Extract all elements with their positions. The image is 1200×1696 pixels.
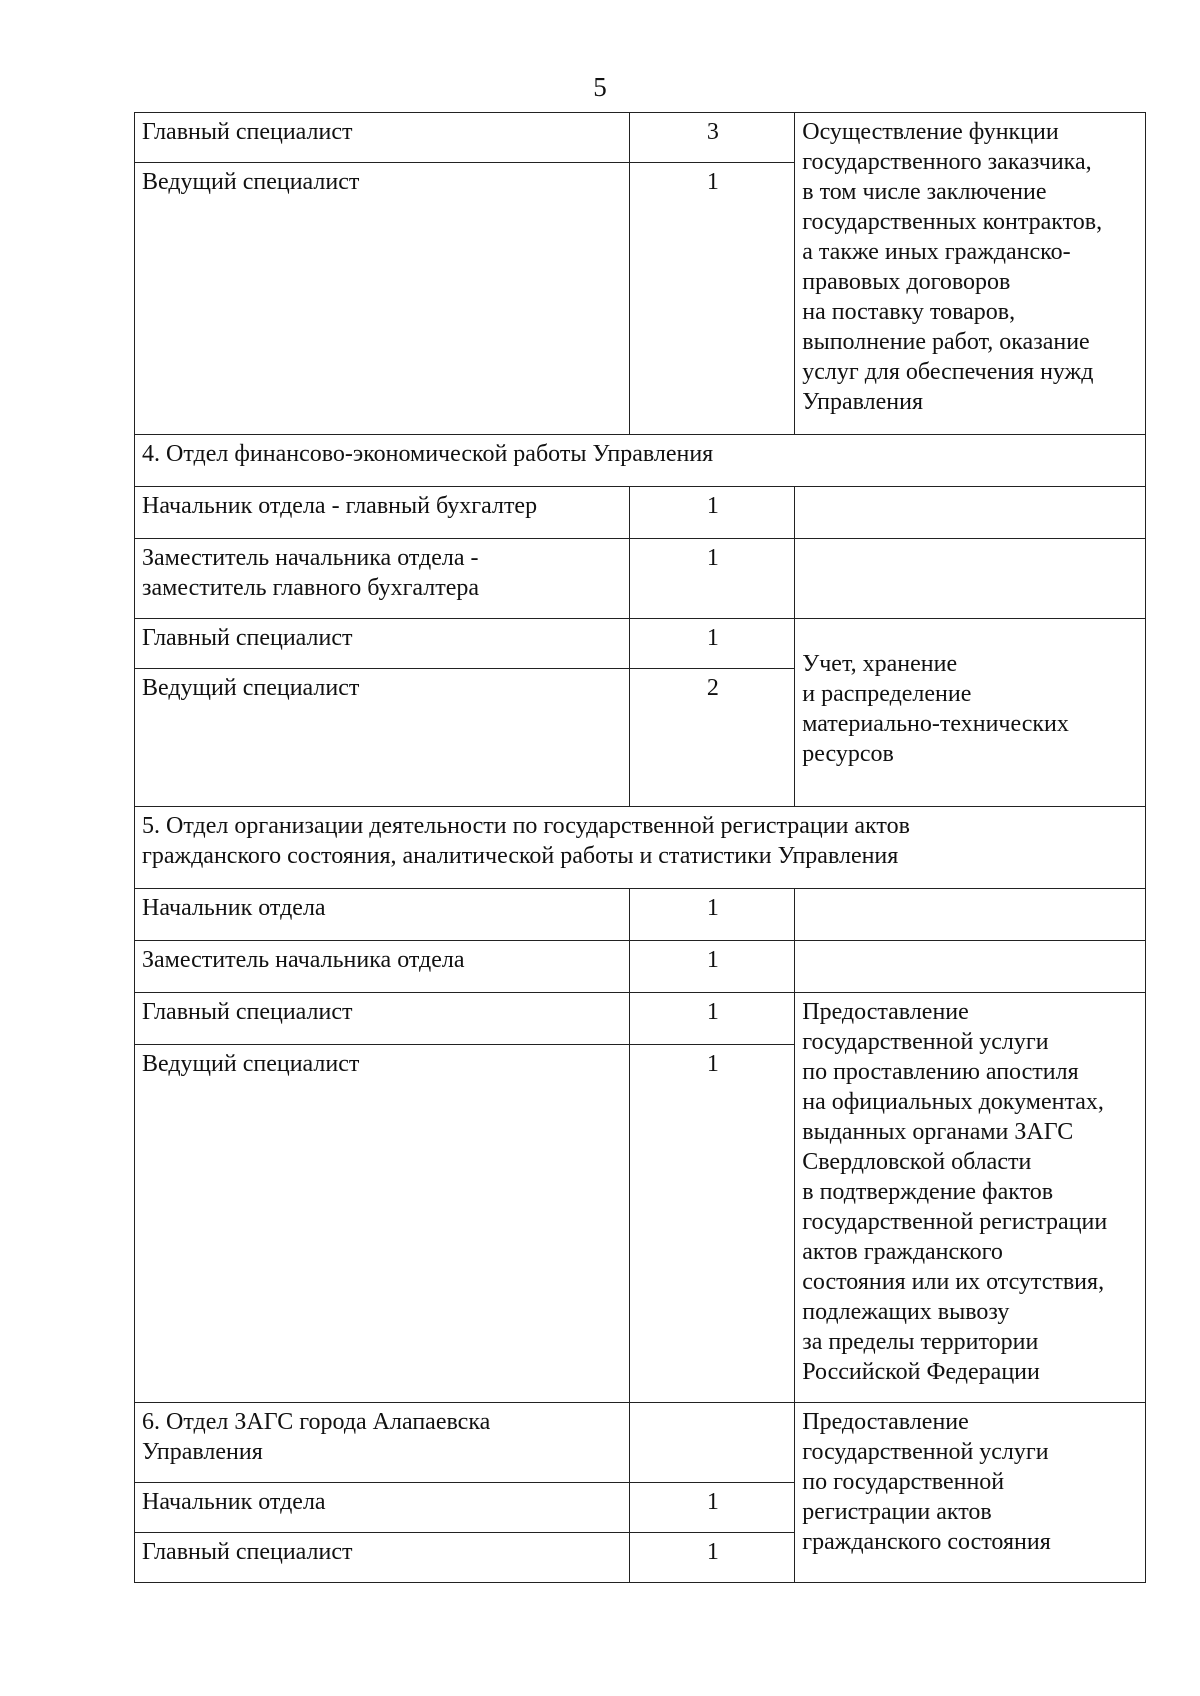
position-cell: Ведущий специалист (135, 669, 630, 807)
position-cell: Начальник отдела (135, 889, 630, 941)
count-cell: 3 (630, 113, 795, 163)
count-cell: 1 (630, 163, 795, 435)
table-row (135, 487, 1146, 539)
count-cell: 1 (630, 539, 795, 619)
position-cell: Главный специалист (135, 619, 630, 669)
page-number: 5 (593, 72, 607, 102)
table-row (135, 889, 1146, 941)
count-cell: 1 (630, 993, 795, 1045)
count-cell: 1 (630, 619, 795, 669)
section-row (135, 435, 1146, 487)
table-row (135, 619, 1146, 669)
position-cell: Заместитель начальника отдела (135, 941, 630, 993)
count-cell: 2 (630, 669, 795, 807)
table-row (135, 941, 1146, 993)
count-cell: 1 (630, 487, 795, 539)
count-cell: 1 (630, 1045, 795, 1403)
position-cell: Заместитель начальника отдела - заместитель главного бухгалтера (135, 539, 630, 619)
count-cell: 1 (630, 889, 795, 941)
function-cell (795, 487, 1146, 539)
count-cell: 1 (630, 1483, 795, 1533)
function-cell (795, 539, 1146, 619)
position-cell: Главный специалист (135, 1533, 630, 1583)
table-row (135, 539, 1146, 619)
staff-table (134, 112, 1146, 1583)
section-heading: 4. Отдел финансово-экономической работы Управления (135, 435, 1146, 487)
function-cell: Учет, хранение и распределение материально-технических ресурсов (795, 619, 1146, 807)
count-cell: 1 (630, 941, 795, 993)
count-cell: 1 (630, 1533, 795, 1583)
table-row (135, 113, 1146, 163)
count-cell (630, 1403, 795, 1483)
section-row (135, 807, 1146, 889)
function-cell: Осуществление функции государственного заказчика, в том числе заключение государственных контрактов, а также иных гражданско- правовых договоров на поставку товаров, выполнение работ, оказание услуг для обеспечения нужд Управления (795, 113, 1146, 435)
position-cell: Главный специалист (135, 993, 630, 1045)
position-cell: Главный специалист (135, 113, 630, 163)
function-cell: Предоставление государственной услуги по проставлению апостиля на официальных документах, выданных органами ЗАГС Свердловской области в подтверждение фактов государственной регистрации актов гражданского состояния или их отсутствия, подлежащих вывозу за пределы территории Российской Федерации (795, 993, 1146, 1403)
section-heading: 5. Отдел организации деятельности по государственной регистрации актов гражданского состояния, аналитической работы и статистики Управления (135, 807, 1146, 889)
position-cell: Начальник отдела - главный бухгалтер (135, 487, 630, 539)
function-cell (795, 889, 1146, 941)
function-cell (795, 941, 1146, 993)
position-cell: Ведущий специалист (135, 1045, 630, 1403)
position-cell: Начальник отдела (135, 1483, 630, 1533)
section-row (135, 1403, 1146, 1483)
section-heading: 6. Отдел ЗАГС города Алапаевска Управления (135, 1403, 630, 1483)
function-cell: Предоставление государственной услуги по государственной регистрации актов гражданского состояния (795, 1403, 1146, 1583)
table-row (135, 993, 1146, 1045)
position-cell: Ведущий специалист (135, 163, 630, 435)
